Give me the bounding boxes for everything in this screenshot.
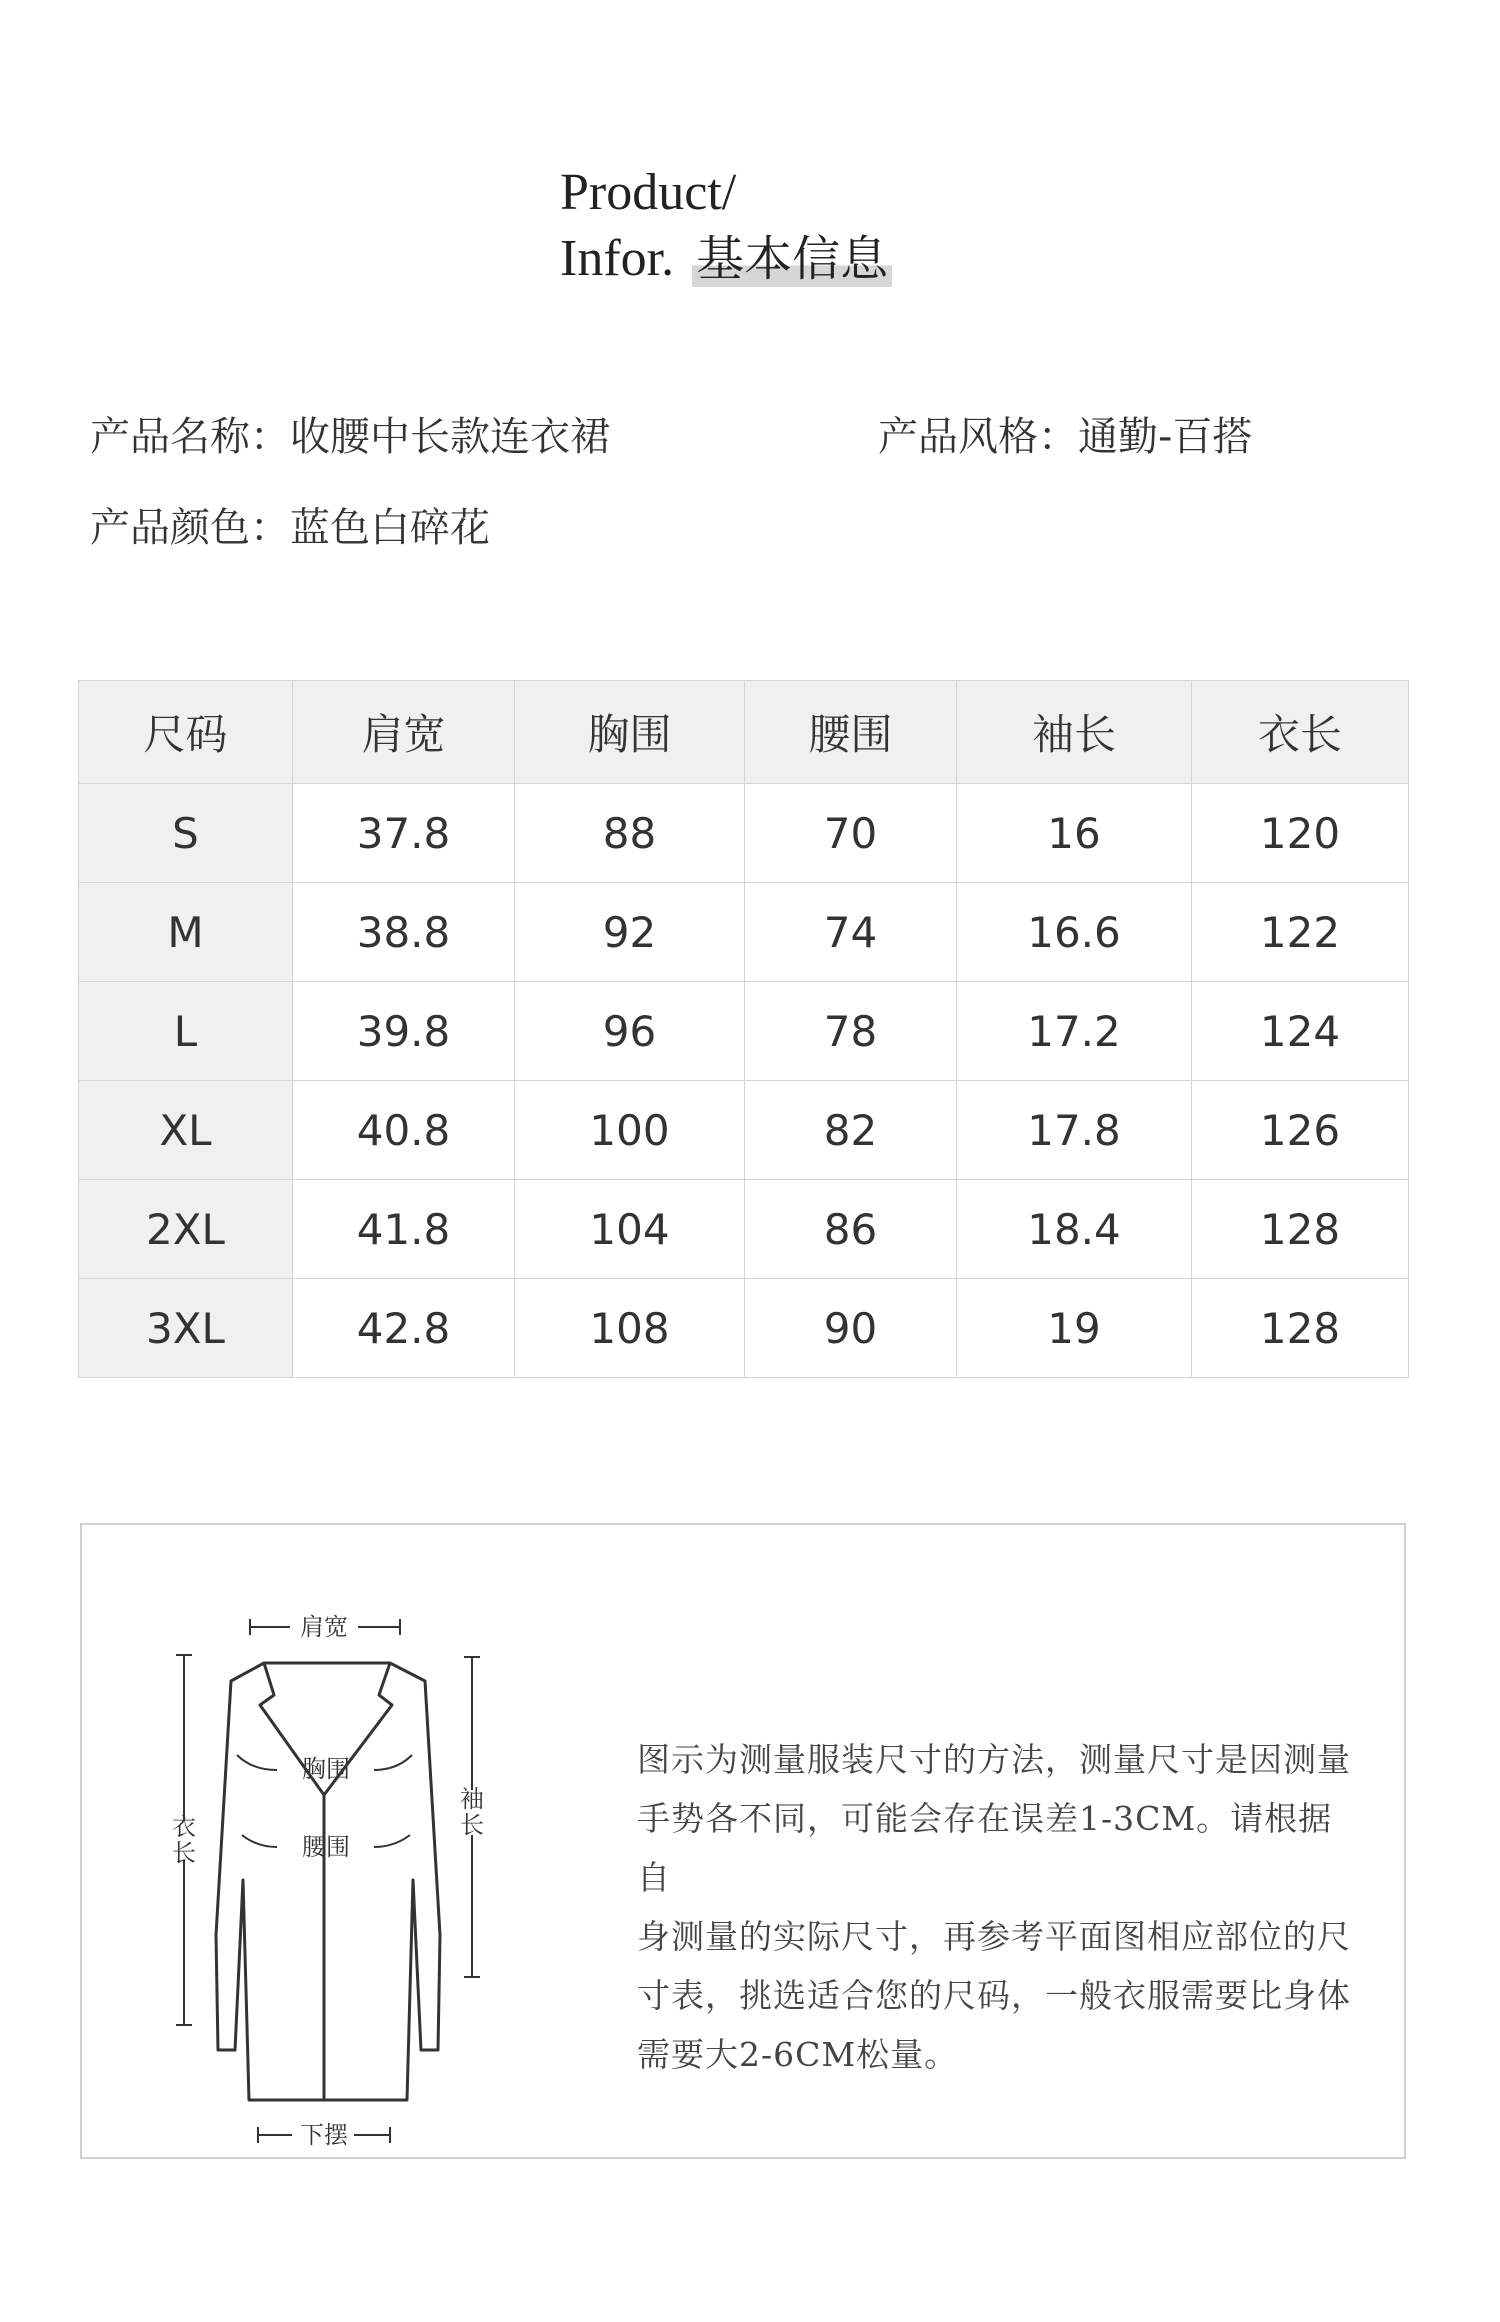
note-line: 寸表，挑选适合您的尺码，一般衣服需要比身体 <box>637 1976 1351 2015</box>
label-length-1: 衣 <box>172 1813 196 1841</box>
size-cell: M <box>79 883 293 982</box>
table-cell: 96 <box>515 982 745 1081</box>
product-color-row <box>90 496 490 553</box>
page-title <box>560 160 892 292</box>
title-cn: 基本信息 <box>692 231 892 287</box>
title-en: Infor. <box>560 230 675 287</box>
table-cell: 19 <box>957 1279 1192 1378</box>
table-row <box>79 784 1409 883</box>
table-cell: 120 <box>1192 784 1409 883</box>
table-cell: 17.2 <box>957 982 1192 1081</box>
label-shoulder: 肩宽 <box>300 1613 348 1641</box>
table-row <box>79 1081 1409 1180</box>
product-style-label: 产品风格： <box>878 414 1078 460</box>
product-name-label: 产品名称： <box>90 414 290 460</box>
header-size: 尺码 <box>79 681 293 784</box>
table-cell: 38.8 <box>293 883 515 982</box>
label-hem: 下摆 <box>300 2121 348 2149</box>
size-cell: L <box>79 982 293 1081</box>
table-cell: 124 <box>1192 982 1409 1081</box>
table-cell: 128 <box>1192 1180 1409 1279</box>
table-cell: 70 <box>745 784 957 883</box>
table-cell: 128 <box>1192 1279 1409 1378</box>
label-length-2: 长 <box>172 1839 196 1867</box>
table-cell: 92 <box>515 883 745 982</box>
table-cell: 86 <box>745 1180 957 1279</box>
table-cell: 42.8 <box>293 1279 515 1378</box>
table-cell: 126 <box>1192 1081 1409 1180</box>
header-sleeve: 袖长 <box>957 681 1192 784</box>
note-line: 需要大2-6CM松量。 <box>637 2035 959 2074</box>
label-sleeve-2: 长 <box>460 1811 484 1839</box>
size-cell: XL <box>79 1081 293 1180</box>
product-style-value: 通勤-百搭 <box>1078 414 1253 460</box>
product-style-row <box>878 405 1252 462</box>
header-shoulder: 肩宽 <box>293 681 515 784</box>
table-header-row <box>79 681 1409 784</box>
table-cell: 17.8 <box>957 1081 1192 1180</box>
size-cell: S <box>79 784 293 883</box>
table-cell: 41.8 <box>293 1180 515 1279</box>
table-cell: 104 <box>515 1180 745 1279</box>
table-cell: 40.8 <box>293 1081 515 1180</box>
label-sleeve-1: 袖 <box>460 1785 484 1813</box>
size-table <box>78 680 1409 1378</box>
table-cell: 108 <box>515 1279 745 1378</box>
product-color-value: 蓝色白碎花 <box>290 505 490 551</box>
measurement-note <box>637 1730 1357 2084</box>
table-cell: 88 <box>515 784 745 883</box>
product-color-label: 产品颜色： <box>90 505 290 551</box>
table-cell: 82 <box>745 1081 957 1180</box>
table-cell: 74 <box>745 883 957 982</box>
measurement-guide <box>80 1523 1406 2159</box>
table-cell: 16 <box>957 784 1192 883</box>
title-line2 <box>560 226 892 292</box>
note-line: 手势各不同，可能会存在误差1-3CM。请根据自 <box>637 1799 1333 1897</box>
table-row <box>79 883 1409 982</box>
table-cell: 122 <box>1192 883 1409 982</box>
product-name-value: 收腰中长款连衣裙 <box>290 414 610 460</box>
label-waist: 腰围 <box>302 1833 350 1861</box>
title-line1: Product/ <box>560 164 737 221</box>
header-waist: 腰围 <box>745 681 957 784</box>
coat-diagram <box>142 1605 542 2149</box>
coat-outline <box>216 1663 440 2100</box>
table-cell: 16.6 <box>957 883 1192 982</box>
table-cell: 37.8 <box>293 784 515 883</box>
product-name-row <box>90 405 610 462</box>
label-chest: 胸围 <box>302 1755 350 1783</box>
table-cell: 39.8 <box>293 982 515 1081</box>
note-line: 身测量的实际尺寸，再参考平面图相应部位的尺 <box>637 1917 1351 1956</box>
note-line: 图示为测量服装尺寸的方法，测量尺寸是因测量 <box>637 1740 1351 1779</box>
table-cell: 100 <box>515 1081 745 1180</box>
size-cell: 3XL <box>79 1279 293 1378</box>
table-row <box>79 1279 1409 1378</box>
table-row <box>79 1180 1409 1279</box>
table-cell: 18.4 <box>957 1180 1192 1279</box>
table-row <box>79 982 1409 1081</box>
header-length: 衣长 <box>1192 681 1409 784</box>
table-cell: 90 <box>745 1279 957 1378</box>
table-cell: 78 <box>745 982 957 1081</box>
size-cell: 2XL <box>79 1180 293 1279</box>
header-chest: 胸围 <box>515 681 745 784</box>
